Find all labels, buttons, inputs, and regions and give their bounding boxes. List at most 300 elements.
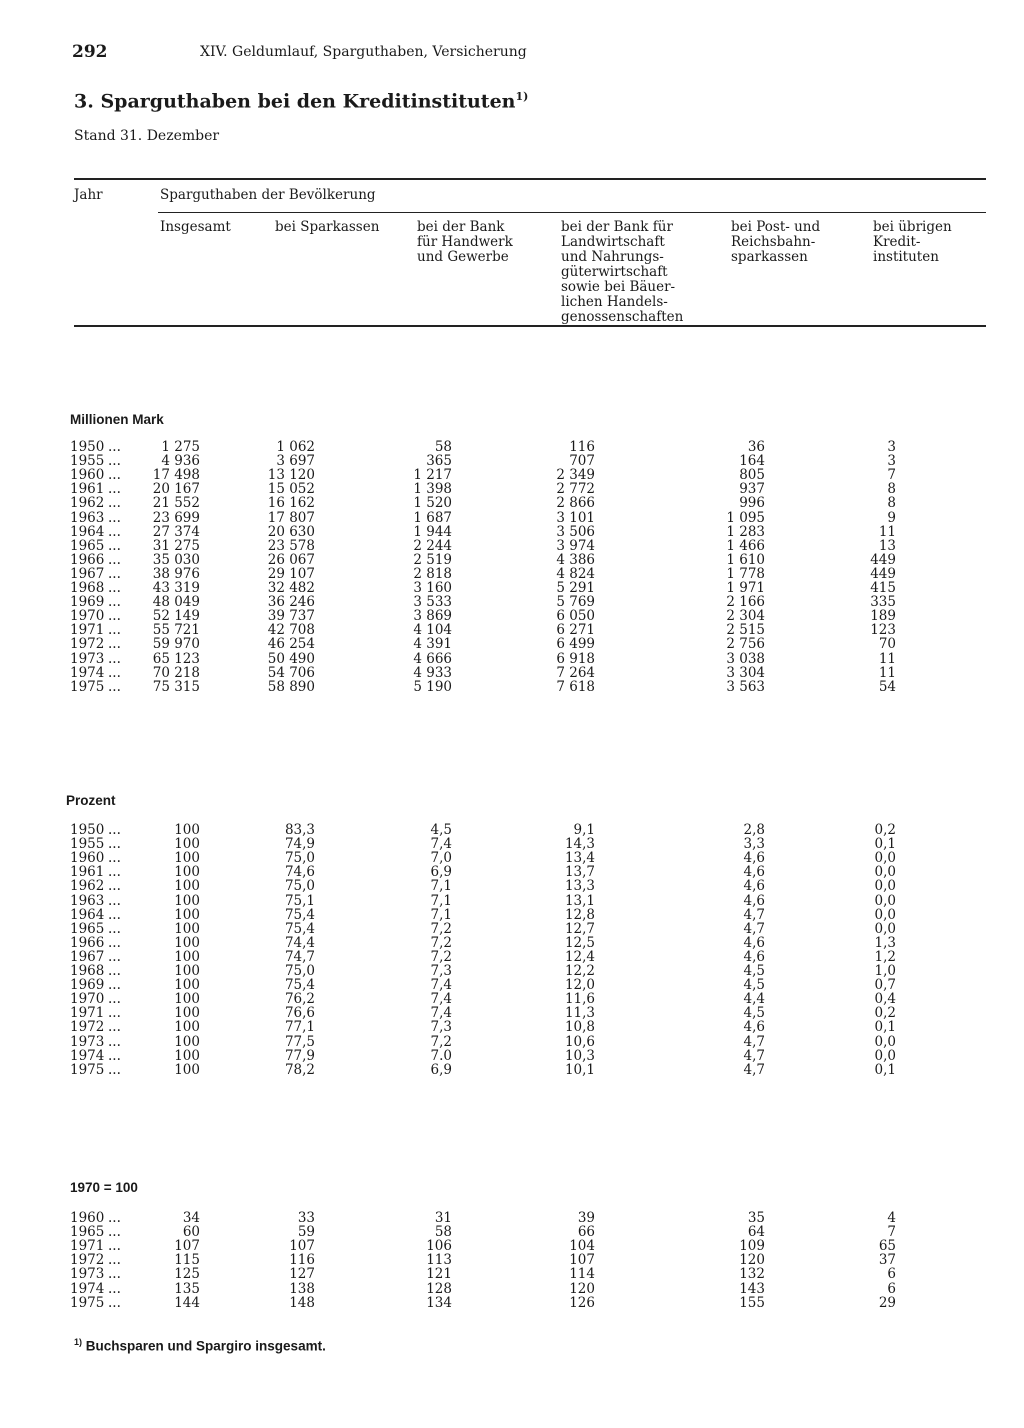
cell-col-2: 74,4: [284, 934, 315, 951]
cell-col-5: 2,8: [743, 822, 765, 838]
cell-col-2: 23 578: [267, 537, 315, 554]
cell-col-6: 449: [870, 551, 896, 568]
cell-col-3: 113: [426, 1252, 452, 1269]
cell-col-5: 3 563: [726, 678, 765, 695]
table-row: [0, 1006, 1024, 1020]
table-row: [0, 1239, 1024, 1253]
cell-col-6: 1,3: [874, 934, 896, 951]
row-year: 1968: [70, 963, 105, 979]
leader-dots: ...: [108, 551, 121, 568]
cell-col-3: 7.0: [430, 1047, 452, 1064]
header-group: Sparguthaben der Bevölkerung: [160, 187, 376, 203]
cell-col-1: 65 123: [152, 650, 200, 667]
cell-col-3: 1 398: [413, 481, 452, 498]
row-year: 1967: [70, 948, 105, 965]
cell-col-6: 0,0: [874, 920, 896, 937]
table-row: [0, 1211, 1024, 1225]
cell-col-1: 100: [174, 977, 200, 994]
row-year: 1970: [70, 608, 105, 625]
leader-dots: ...: [108, 920, 121, 937]
row-year: 1972: [70, 1252, 105, 1269]
row-year: 1971: [70, 622, 105, 639]
cell-col-3: 4 933: [413, 664, 452, 681]
cell-col-4: 11,3: [564, 1005, 595, 1022]
column-header-3: bei der Bank für Handwerk und Gewerbe: [417, 219, 513, 265]
leader-dots: ...: [108, 636, 121, 653]
leader-dots: ...: [108, 664, 121, 681]
cell-col-6: 0,2: [874, 822, 896, 838]
cell-col-4: 39: [577, 1210, 595, 1226]
cell-col-3: 3 160: [413, 580, 452, 596]
cell-col-1: 4 936: [161, 453, 200, 470]
cell-col-4: 3 506: [556, 523, 595, 540]
cell-col-6: 8: [887, 481, 896, 498]
leader-dots: ...: [108, 523, 121, 540]
cell-col-5: 4,7: [743, 906, 765, 923]
cell-col-6: 54: [878, 678, 896, 695]
leader-dots: ...: [108, 481, 121, 498]
leader-dots: ...: [108, 1061, 121, 1078]
cell-col-1: 35 030: [152, 551, 200, 568]
cell-col-5: 4,6: [743, 948, 765, 965]
cell-col-6: 3: [887, 439, 896, 455]
row-year: 1972: [70, 636, 105, 653]
cell-col-3: 4 391: [413, 636, 452, 653]
row-year: 1965: [70, 537, 105, 554]
cell-col-1: 115: [174, 1252, 200, 1269]
cell-col-6: 9: [887, 509, 896, 526]
cell-col-3: 58: [434, 439, 452, 455]
cell-col-6: 7: [887, 1224, 896, 1241]
cell-col-4: 4 386: [556, 551, 595, 568]
cell-col-3: 4 666: [413, 650, 452, 667]
cell-col-3: 1 217: [413, 467, 452, 484]
table-row: [0, 637, 1024, 651]
cell-col-3: 7,3: [430, 963, 452, 979]
table-row: [0, 539, 1024, 553]
cell-col-1: 48 049: [152, 594, 200, 611]
cell-col-1: 100: [174, 864, 200, 881]
table-row: [0, 1282, 1024, 1296]
cell-col-4: 11,6: [564, 991, 595, 1008]
leader-dots: ...: [108, 948, 121, 965]
table-title-text: 3. Sparguthaben bei den Kreditinstituten: [74, 90, 516, 113]
cell-col-4: 14,3: [564, 836, 595, 853]
cell-col-6: 0,1: [874, 1019, 896, 1036]
cell-col-3: 7,2: [430, 1033, 452, 1050]
table-row: [0, 1296, 1024, 1310]
cell-col-2: 58 890: [267, 678, 315, 695]
header-bottom-rule: [74, 325, 986, 327]
cell-col-1: 52 149: [152, 608, 200, 625]
cell-col-3: 4 104: [413, 622, 452, 639]
cell-col-6: 3: [887, 453, 896, 470]
cell-col-1: 60: [182, 1224, 200, 1241]
cell-col-2: 83,3: [284, 822, 315, 838]
cell-col-6: 0,0: [874, 1033, 896, 1050]
cell-col-5: 120: [739, 1252, 765, 1269]
table-row: [0, 1267, 1024, 1281]
cell-col-2: 50 490: [267, 650, 315, 667]
cell-col-2: 138: [289, 1280, 315, 1297]
cell-col-5: 937: [739, 481, 765, 498]
cell-col-1: 23 699: [152, 509, 200, 526]
row-year: 1963: [70, 509, 105, 526]
cell-col-6: 0,0: [874, 878, 896, 895]
row-year: 1955: [70, 836, 105, 853]
leader-dots: ...: [108, 977, 121, 994]
table-row: [0, 936, 1024, 950]
table-row: [0, 525, 1024, 539]
leader-dots: ...: [108, 1033, 121, 1050]
cell-col-2: 78,2: [284, 1061, 315, 1078]
cell-col-2: 33: [297, 1210, 315, 1226]
cell-col-1: 100: [174, 892, 200, 909]
table-row: [0, 1020, 1024, 1034]
leader-dots: ...: [108, 495, 121, 512]
row-year: 1961: [70, 481, 105, 498]
column-header-4: bei der Bank für Landwirtschaft und Nahrungs- güterwirtschaft sowie bei Bäuer- lichen Handels- genossenschaften: [561, 219, 684, 325]
cell-col-1: 100: [174, 934, 200, 951]
cell-col-5: 4,7: [743, 1061, 765, 1078]
cell-col-1: 75 315: [152, 678, 200, 695]
leader-dots: ...: [108, 537, 121, 554]
cell-col-3: 7,4: [430, 836, 452, 853]
column-header-1: Insgesamt: [160, 219, 231, 235]
leader-dots: ...: [108, 1005, 121, 1022]
cell-col-3: 7,4: [430, 1005, 452, 1022]
row-year: 1955: [70, 453, 105, 470]
table-row: [0, 922, 1024, 936]
cell-col-6: 11: [878, 664, 896, 681]
table-row: [0, 680, 1024, 694]
cell-col-6: 7: [887, 467, 896, 484]
row-year: 1966: [70, 934, 105, 951]
cell-col-5: 64: [747, 1224, 765, 1241]
row-year: 1964: [70, 906, 105, 923]
leader-dots: ...: [108, 509, 121, 526]
row-year: 1965: [70, 1224, 105, 1241]
leader-dots: ...: [108, 1280, 121, 1297]
table-row: [0, 950, 1024, 964]
cell-col-1: 125: [174, 1266, 200, 1283]
cell-col-5: 2 304: [726, 608, 765, 625]
cell-col-3: 365: [426, 453, 452, 470]
cell-col-1: 100: [174, 878, 200, 895]
cell-col-6: 8: [887, 495, 896, 512]
cell-col-1: 70 218: [152, 664, 200, 681]
table-row: [0, 879, 1024, 893]
cell-col-6: 0,0: [874, 1047, 896, 1064]
cell-col-6: 0,7: [874, 977, 896, 994]
cell-col-2: 75,0: [284, 850, 315, 867]
cell-col-5: 1 095: [726, 509, 765, 526]
cell-col-5: 996: [739, 495, 765, 512]
leader-dots: ...: [108, 565, 121, 582]
table-row: [0, 511, 1024, 525]
leader-dots: ...: [108, 467, 121, 484]
header-jahr: Jahr: [74, 187, 103, 203]
cell-col-1: 100: [174, 963, 200, 979]
table-row: [0, 1049, 1024, 1063]
table-row: [0, 666, 1024, 680]
table-row: [0, 851, 1024, 865]
cell-col-2: 75,0: [284, 878, 315, 895]
leader-dots: ...: [108, 622, 121, 639]
leader-dots: ...: [108, 1019, 121, 1036]
section-label: Prozent: [66, 793, 116, 808]
leader-dots: ...: [108, 906, 121, 923]
cell-col-2: 77,1: [284, 1019, 315, 1036]
cell-col-3: 106: [426, 1238, 452, 1255]
cell-col-5: 1 610: [726, 551, 765, 568]
cell-col-2: 42 708: [267, 622, 315, 639]
section-label: 1970 = 100: [70, 1180, 138, 1195]
cell-col-5: 3 304: [726, 664, 765, 681]
table-row: [0, 623, 1024, 637]
cell-col-2: 13 120: [267, 467, 315, 484]
cell-col-5: 4,6: [743, 934, 765, 951]
cell-col-5: 164: [739, 453, 765, 470]
cell-col-2: 74,7: [284, 948, 315, 965]
table-row: [0, 1225, 1024, 1239]
cell-col-1: 59 970: [152, 636, 200, 653]
cell-col-3: 4,5: [430, 822, 452, 838]
cell-col-4: 3 974: [556, 537, 595, 554]
cell-col-2: 1 062: [276, 439, 315, 455]
cell-col-6: 11: [878, 650, 896, 667]
cell-col-1: 27 374: [152, 523, 200, 540]
cell-col-6: 415: [870, 580, 896, 596]
leader-dots: ...: [108, 864, 121, 881]
cell-col-5: 4,6: [743, 892, 765, 909]
cell-col-5: 3 038: [726, 650, 765, 667]
cell-col-4: 10,3: [564, 1047, 595, 1064]
cell-col-2: 20 630: [267, 523, 315, 540]
row-year: 1974: [70, 1280, 105, 1297]
cell-col-4: 116: [569, 439, 595, 455]
row-year: 1969: [70, 594, 105, 611]
cell-col-2: 74,6: [284, 864, 315, 881]
table-row: [0, 865, 1024, 879]
cell-col-2: 76,6: [284, 1005, 315, 1022]
group-rule: [158, 212, 986, 213]
cell-col-6: 0,0: [874, 850, 896, 867]
table-row: [0, 468, 1024, 482]
table-row: [0, 908, 1024, 922]
section-label: Millionen Mark: [70, 412, 164, 427]
cell-col-1: 100: [174, 822, 200, 838]
cell-col-2: 75,4: [284, 920, 315, 937]
table-row: [0, 482, 1024, 496]
row-year: 1960: [70, 850, 105, 867]
cell-col-3: 134: [426, 1294, 452, 1311]
cell-col-4: 5 769: [556, 594, 595, 611]
cell-col-1: 100: [174, 991, 200, 1008]
row-year: 1969: [70, 977, 105, 994]
row-year: 1967: [70, 565, 105, 582]
cell-col-2: 74,9: [284, 836, 315, 853]
cell-col-2: 75,4: [284, 906, 315, 923]
row-year: 1961: [70, 864, 105, 881]
cell-col-4: 2 866: [556, 495, 595, 512]
cell-col-5: 4,5: [743, 1005, 765, 1022]
cell-col-2: 76,2: [284, 991, 315, 1008]
column-header-5: bei Post- und Reichsbahn- sparkassen: [731, 219, 821, 265]
cell-col-6: 6: [887, 1280, 896, 1297]
cell-col-3: 7,1: [430, 892, 452, 909]
leader-dots: ...: [108, 580, 121, 596]
row-year: 1968: [70, 580, 105, 596]
cell-col-2: 54 706: [267, 664, 315, 681]
cell-col-5: 4,7: [743, 920, 765, 937]
cell-col-3: 2 818: [413, 565, 452, 582]
row-year: 1971: [70, 1005, 105, 1022]
cell-col-2: 75,0: [284, 963, 315, 979]
cell-col-5: 1 778: [726, 565, 765, 582]
table-row: [0, 454, 1024, 468]
cell-col-4: 12,8: [564, 906, 595, 923]
cell-col-4: 2 349: [556, 467, 595, 484]
cell-col-4: 7 618: [556, 678, 595, 695]
cell-col-4: 6 050: [556, 608, 595, 625]
cell-col-1: 100: [174, 1061, 200, 1078]
row-year: 1960: [70, 467, 105, 484]
cell-col-3: 7,0: [430, 850, 452, 867]
cell-col-3: 3 869: [413, 608, 452, 625]
cell-col-1: 107: [174, 1238, 200, 1255]
leader-dots: ...: [108, 1252, 121, 1269]
cell-col-2: 32 482: [267, 580, 315, 596]
cell-col-5: 143: [739, 1280, 765, 1297]
cell-col-5: 2 756: [726, 636, 765, 653]
cell-col-6: 0,1: [874, 1061, 896, 1078]
cell-col-2: 75,4: [284, 977, 315, 994]
cell-col-3: 6,9: [430, 864, 452, 881]
title-footnote-mark: 1): [515, 90, 529, 103]
cell-col-1: 100: [174, 1047, 200, 1064]
cell-col-2: 148: [289, 1294, 315, 1311]
cell-col-6: 13: [878, 537, 896, 554]
row-year: 1972: [70, 1019, 105, 1036]
table-row: [0, 992, 1024, 1006]
cell-col-5: 2 515: [726, 622, 765, 639]
cell-col-3: 3 533: [413, 594, 452, 611]
row-year: 1971: [70, 1238, 105, 1255]
cell-col-3: 7,2: [430, 948, 452, 965]
cell-col-5: 4,6: [743, 1019, 765, 1036]
cell-col-2: 36 246: [267, 594, 315, 611]
cell-col-3: 7,4: [430, 977, 452, 994]
cell-col-4: 6 918: [556, 650, 595, 667]
cell-col-5: 1 971: [726, 580, 765, 596]
top-rule: [74, 178, 986, 180]
cell-col-3: 1 520: [413, 495, 452, 512]
running-head: XIV. Geldumlauf, Sparguthaben, Versicherung: [200, 44, 527, 60]
cell-col-6: 0,0: [874, 906, 896, 923]
cell-col-4: 10,1: [564, 1061, 595, 1078]
cell-col-4: 12,5: [564, 934, 595, 951]
row-year: 1960: [70, 1210, 105, 1226]
leader-dots: ...: [108, 1294, 121, 1311]
column-header-6: bei übrigen Kredit- instituten: [873, 219, 952, 265]
cell-col-3: 1 944: [413, 523, 452, 540]
cell-col-4: 114: [569, 1266, 595, 1283]
cell-col-5: 1 466: [726, 537, 765, 554]
cell-col-5: 4,4: [743, 991, 765, 1008]
table-row: [0, 823, 1024, 837]
row-year: 1964: [70, 523, 105, 540]
cell-col-4: 13,7: [564, 864, 595, 881]
cell-col-2: 17 807: [267, 509, 315, 526]
row-year: 1963: [70, 892, 105, 909]
row-year: 1962: [70, 878, 105, 895]
table-row: [0, 609, 1024, 623]
leader-dots: ...: [108, 1210, 121, 1226]
cell-col-4: 12,2: [564, 963, 595, 979]
leader-dots: ...: [108, 594, 121, 611]
cell-col-2: 29 107: [267, 565, 315, 582]
cell-col-6: 65: [878, 1238, 896, 1255]
cell-col-1: 100: [174, 1005, 200, 1022]
row-year: 1950: [70, 439, 105, 455]
cell-col-1: 100: [174, 836, 200, 853]
cell-col-3: 5 190: [413, 678, 452, 695]
cell-col-6: 123: [870, 622, 896, 639]
leader-dots: ...: [108, 963, 121, 979]
table-title: [74, 90, 528, 112]
table-row: [0, 1035, 1024, 1049]
leader-dots: ...: [108, 439, 121, 455]
cell-col-2: 39 737: [267, 608, 315, 625]
cell-col-6: 70: [878, 636, 896, 653]
cell-col-2: 116: [289, 1252, 315, 1269]
table-row: [0, 553, 1024, 567]
cell-col-2: 75,1: [284, 892, 315, 909]
cell-col-1: 100: [174, 850, 200, 867]
leader-dots: ...: [108, 892, 121, 909]
column-header-2: bei Sparkassen: [275, 219, 380, 235]
cell-col-4: 66: [577, 1224, 595, 1241]
cell-col-4: 3 101: [556, 509, 595, 526]
table-row: [0, 1253, 1024, 1267]
footnote-mark: 1): [74, 1337, 83, 1347]
cell-col-2: 107: [289, 1238, 315, 1255]
cell-col-3: 121: [426, 1266, 452, 1283]
cell-col-1: 55 721: [152, 622, 200, 639]
cell-col-4: 10,8: [564, 1019, 595, 1036]
leader-dots: ...: [108, 650, 121, 667]
cell-col-1: 100: [174, 920, 200, 937]
cell-col-1: 144: [174, 1294, 200, 1311]
cell-col-6: 6: [887, 1266, 896, 1283]
cell-col-1: 21 552: [152, 495, 200, 512]
table-row: [0, 894, 1024, 908]
cell-col-3: 1 687: [413, 509, 452, 526]
cell-col-1: 17 498: [152, 467, 200, 484]
cell-col-5: 4,6: [743, 878, 765, 895]
table-row: [0, 978, 1024, 992]
cell-col-6: 1,2: [874, 948, 896, 965]
cell-col-3: 7,2: [430, 934, 452, 951]
cell-col-4: 12,0: [564, 977, 595, 994]
cell-col-6: 189: [870, 608, 896, 625]
leader-dots: ...: [108, 991, 121, 1008]
table-row: [0, 440, 1024, 454]
cell-col-3: 7,1: [430, 878, 452, 895]
table-row: [0, 652, 1024, 666]
cell-col-4: 12,7: [564, 920, 595, 937]
